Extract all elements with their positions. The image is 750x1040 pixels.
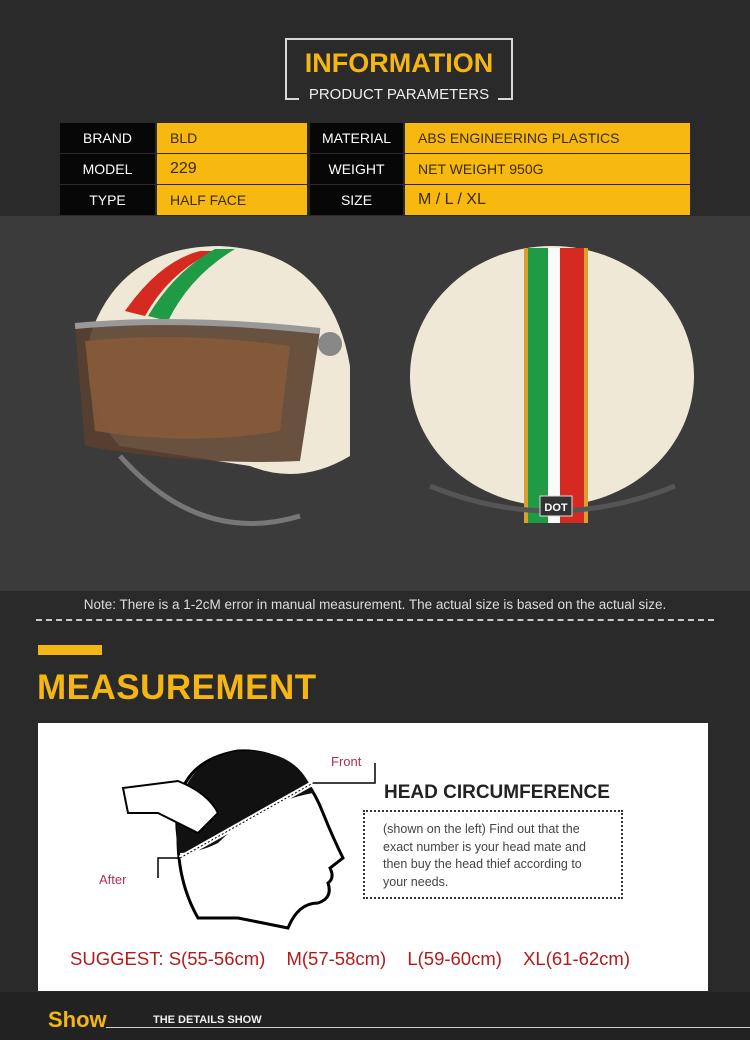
- param-label: SIZE: [310, 185, 403, 215]
- section-subtitle: PRODUCT PARAMETERS: [308, 86, 490, 103]
- param-value: M / L / XL: [405, 185, 690, 215]
- helmet-back-view: [410, 246, 694, 523]
- param-value: ABS ENGINEERING PLASTICS: [405, 123, 690, 153]
- section-title: INFORMATION: [304, 48, 494, 78]
- after-label: After: [99, 872, 127, 887]
- param-label: TYPE: [60, 185, 155, 215]
- helmet-photos: [0, 216, 750, 591]
- head-circumference-heading: HEAD CIRCUMFERENCE: [384, 782, 610, 803]
- param-label: MATERIAL: [310, 123, 403, 153]
- param-label: BRAND: [60, 123, 155, 153]
- accent-bar: [38, 645, 102, 655]
- dashed-divider: [36, 619, 714, 621]
- dot-badge: DOT: [544, 502, 568, 514]
- param-value: HALF FACE: [157, 185, 307, 215]
- suggest-l: L(59-60cm): [407, 948, 502, 969]
- instruction-text: (shown on the left) Find out that the exact number is your head mate and then buy the head thief according to your needs.: [363, 810, 623, 899]
- measurement-panel: [38, 723, 708, 991]
- details-subtitle: THE DETAILS SHOW: [153, 1014, 262, 1026]
- suggest-xl: XL(61-62cm): [523, 948, 630, 969]
- front-label: Front: [331, 754, 362, 769]
- head-diagram: [98, 743, 398, 953]
- measurement-title: MEASUREMENT: [37, 668, 317, 707]
- helmet-side-view: [75, 246, 350, 524]
- helmet-image: [0, 216, 750, 591]
- param-value: NET WEIGHT 950G: [405, 154, 690, 184]
- footer-band: [0, 992, 750, 1040]
- param-label: MODEL: [60, 154, 155, 184]
- suggest-s: SUGGEST: S(55-56cm): [70, 948, 266, 969]
- show-title: Show: [48, 1007, 107, 1032]
- show-underline: [106, 1027, 750, 1028]
- measurement-note: Note: There is a 1-2cM error in manual measurement. The actual size is based on the actual size.: [83, 597, 667, 612]
- param-label: WEIGHT: [310, 154, 403, 184]
- param-value: BLD: [157, 123, 307, 153]
- size-suggestion: [70, 948, 646, 970]
- suggest-m: M(57-58cm): [286, 948, 387, 969]
- param-value: 229: [157, 154, 307, 184]
